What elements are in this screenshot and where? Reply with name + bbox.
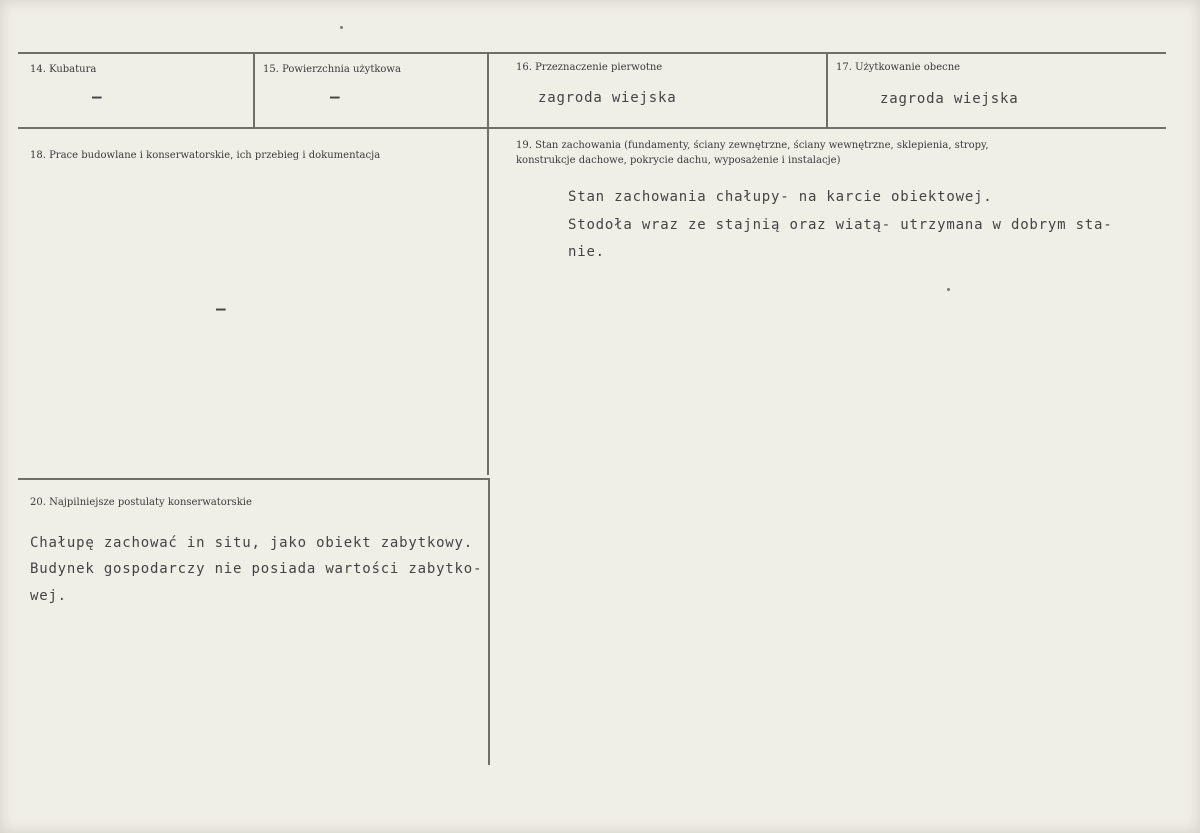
- col-divider-15-16: [487, 53, 489, 475]
- prace-value: –: [216, 299, 226, 318]
- row-divider-2: [18, 478, 488, 480]
- stan-label-line1: 19. Stan zachowania (fundamenty, ściany zewnętrzne, ściany wewnętrzne, sklepienia, stropy,: [516, 140, 989, 151]
- stan-text-line2: Stodoła wraz ze stajnią oraz wiatą- utrzymana w dobrym sta-: [568, 217, 1113, 233]
- stan-text-line3: nie.: [568, 244, 605, 260]
- postulaty-text-line1: Chałupę zachować in situ, jako obiekt zabytkowy.: [30, 535, 473, 551]
- top-rule: [18, 52, 1166, 54]
- prace-label: 18. Prace budowlane i konserwatorskie, ich przebieg i dokumentacja: [30, 150, 381, 161]
- powierzchnia-value: –: [330, 87, 340, 106]
- paper-speck: [340, 26, 343, 29]
- powierzchnia-label: 15. Powierzchnia użytkowa: [263, 64, 401, 75]
- postulaty-text-line2: Budynek gospodarczy nie posiada wartości zabytko-: [30, 561, 483, 577]
- paper-speck: [947, 288, 950, 291]
- stan-label-line2: konstrukcje dachowe, pokrycie dachu, wyposażenie i instalacje): [516, 155, 841, 166]
- przeznaczenie-value: zagroda wiejska: [538, 90, 677, 106]
- stan-text-line1: Stan zachowania chałupy- na karcie obiektowej.: [568, 189, 993, 205]
- uzytkowanie-label: 17. Użytkowanie obecne: [836, 62, 961, 73]
- col-divider-lower: [488, 478, 490, 765]
- col-divider-16-17: [826, 53, 828, 128]
- row-divider-1: [18, 127, 1166, 129]
- kubatura-label: 14. Kubatura: [30, 64, 97, 75]
- przeznaczenie-label: 16. Przeznaczenie pierwotne: [516, 62, 663, 73]
- postulaty-text-line3: wej.: [30, 588, 67, 604]
- postulaty-label: 20. Najpilniejsze postulaty konserwatorskie: [30, 497, 252, 508]
- kubatura-value: –: [92, 87, 102, 106]
- col-divider-14-15: [253, 53, 255, 128]
- uzytkowanie-value: zagroda wiejska: [880, 91, 1019, 107]
